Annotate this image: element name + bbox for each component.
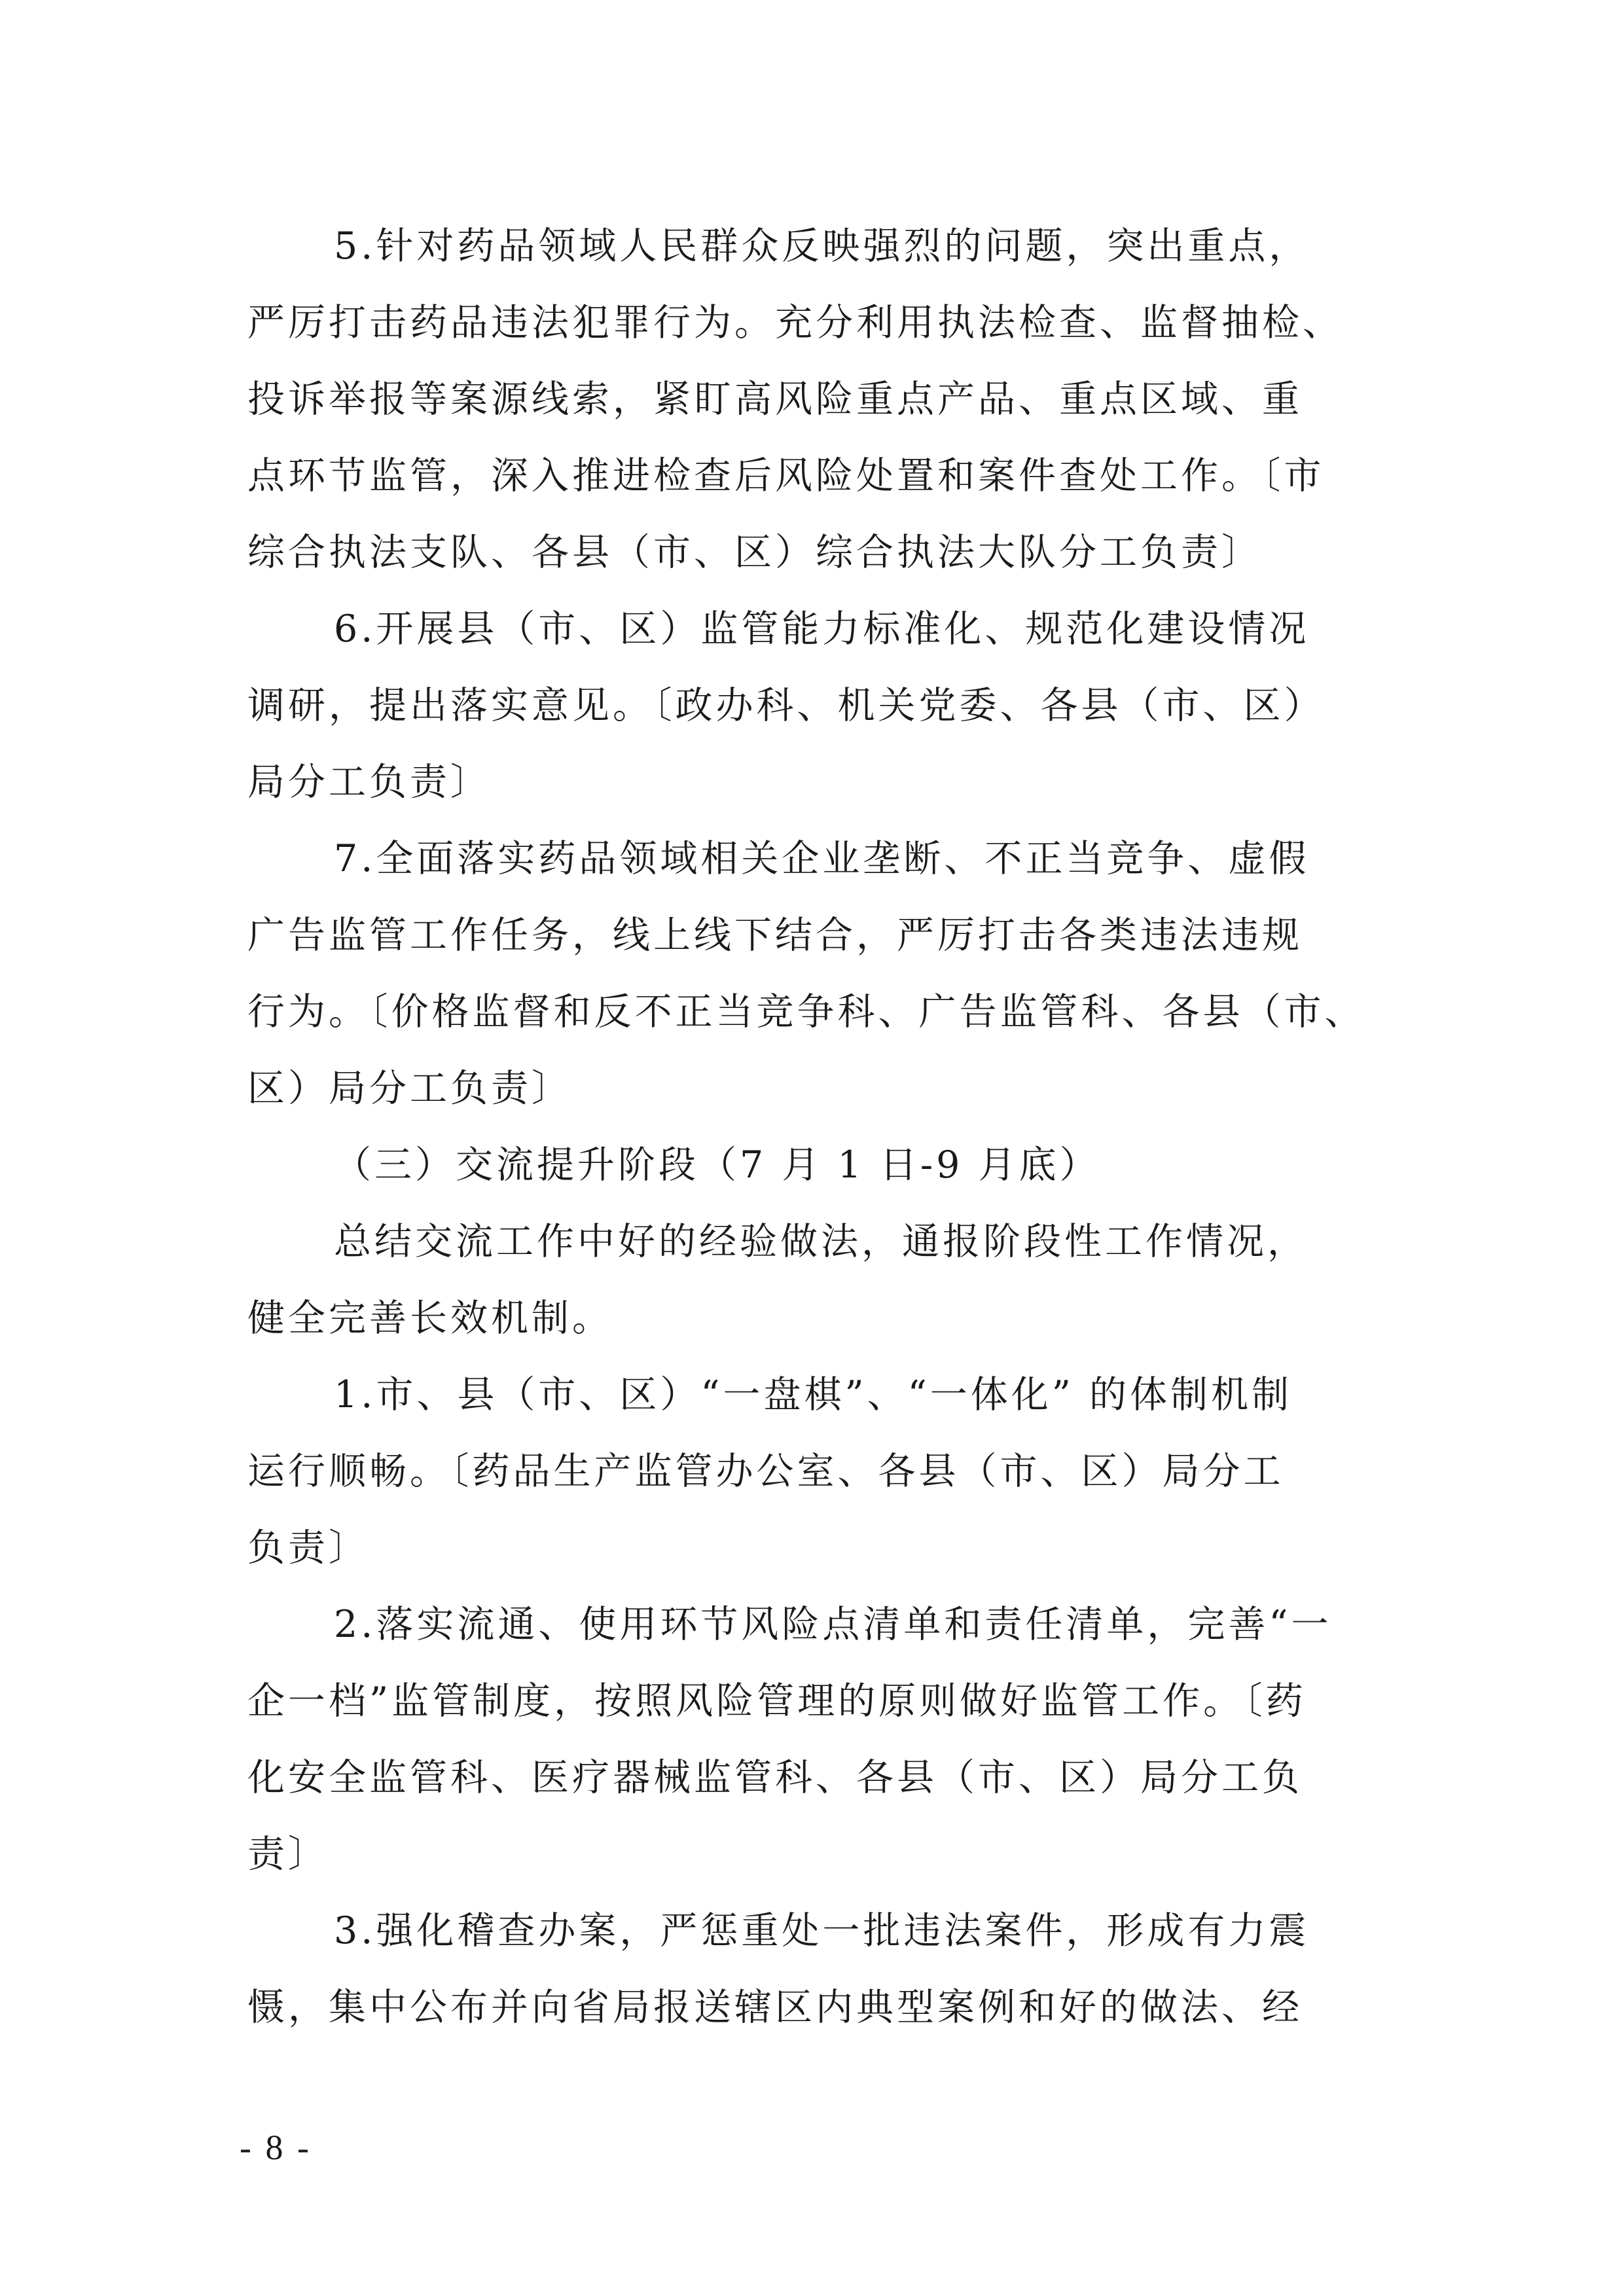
text-line: 点环节监管，深入推进检查后风险处置和案件查处工作。〔市 [247,454,1325,497]
text-line: 慑，集中公布并向省局报送辖区内典型案例和好的做法、经 [247,1986,1303,2029]
text-line: 行为。〔价格监督和反不正当竞争科、广告监管科、各县（市、 [247,990,1365,1033]
text-line: 广告监管工作任务，线上线下结合，严厉打击各类违法违规 [247,914,1303,957]
page-number: - 8 - [240,2128,312,2167]
text-line: 责〕 [247,1833,329,1876]
text-line: 3.强化稽查办案，严惩重处一批违法案件，形成有力震 [334,1909,1310,1952]
text-line: 严厉打击药品违法犯罪行为。充分利用执法检查、监督抽检、 [247,301,1343,344]
paragraph-item-q1 [247,1357,1381,1587]
text-line: 局分工负责〕 [247,761,491,804]
paragraph-item-7 [247,821,1381,1127]
paragraph-item-q3 [247,1893,1381,2046]
text-line: 7.全面落实药品领域相关企业垄断、不正当竞争、虚假 [334,837,1310,880]
text-line: 5.针对药品领域人民群众反映强烈的问题，突出重点， [334,224,1310,268]
text-line: 调研，提出落实意见。〔政办科、机关党委、各县（市、区） [247,684,1325,727]
text-line: 化安全监管科、医疗器械监管科、各县（市、区）局分工负 [247,1756,1303,1799]
text-line: 区）局分工负责〕 [247,1067,572,1110]
text-line: 运行顺畅。〔药品生产监管办公室、各县（市、区）局分工 [247,1450,1284,1493]
text-line: 6.开展县（市、区）监管能力标准化、规范化建设情况 [334,607,1310,651]
text-line: 2.落实流通、使用环节风险点清单和责任清单，完善“一 [334,1603,1332,1646]
text-line: 负责〕 [247,1526,369,1570]
text-line: 投诉举报等案源线索，紧盯高风险重点产品、重点区域、重 [247,378,1303,421]
text-line: 综合执法支队、各县（市、区）综合执法大队分工负责〕 [247,531,1262,574]
paragraph-item-q2 [247,1587,1381,1893]
paragraph-item-5 [247,208,1381,591]
text-line: 企一档”监管制度，按照风险管理的原则做好监管工作。〔药 [247,1679,1307,1723]
text-line: 健全完善长效机制。 [247,1297,613,1340]
text-line: 总结交流工作中好的经验做法，通报阶段性工作情况， [334,1220,1308,1263]
paragraph-item-6 [247,591,1381,821]
paragraph-summary [247,1204,1381,1357]
document-body [247,208,1381,2046]
text-line: 1.市、县（市、区）“一盘棋”、“一体化” 的体制机制 [334,1373,1293,1416]
section-heading: （三）交流提升阶段（7 月 1 日-9 月底） [334,1143,1100,1187]
